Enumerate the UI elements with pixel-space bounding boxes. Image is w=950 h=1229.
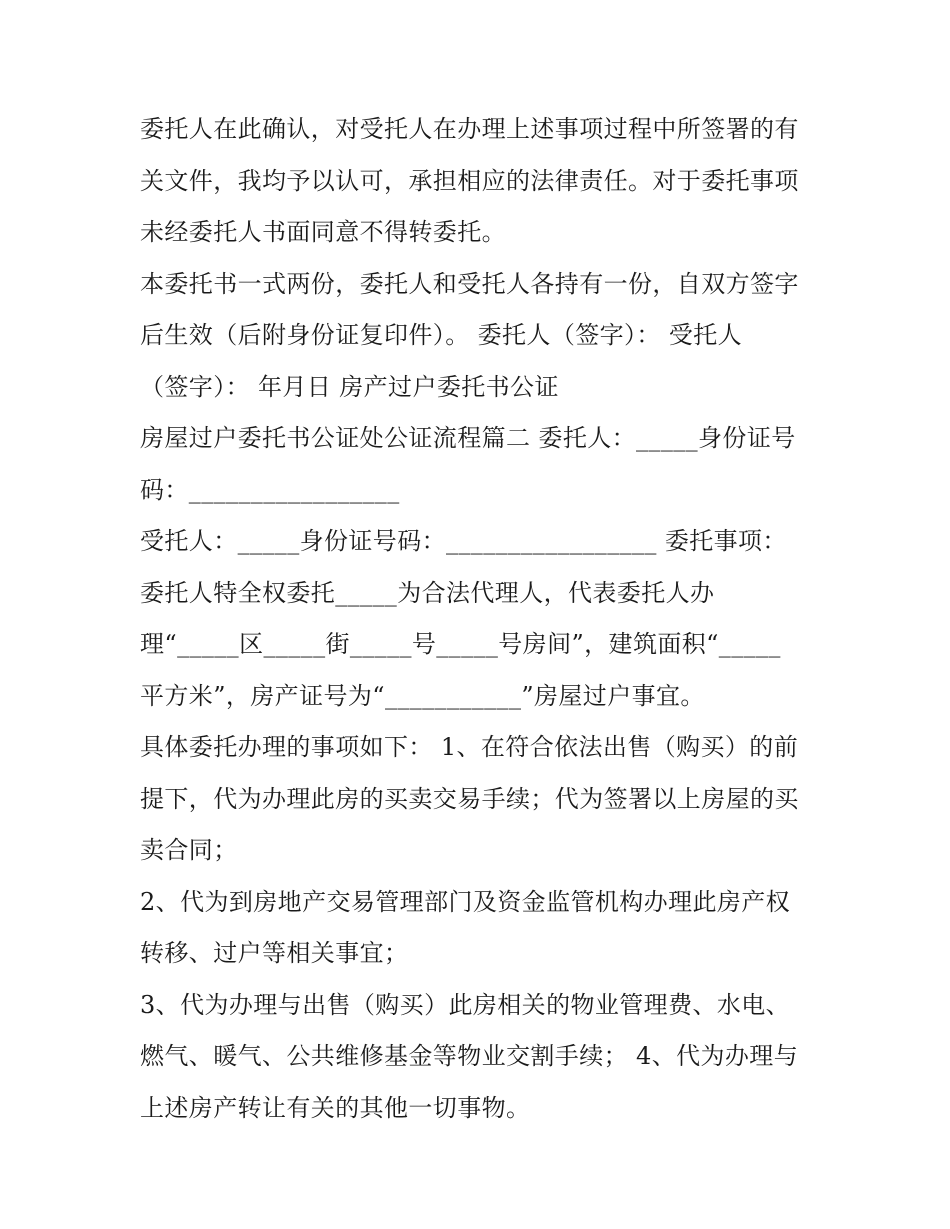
text-line: 码：_________________ bbox=[140, 475, 400, 504]
text-line: （签字）： 年月日 房产过户委托书公证 bbox=[140, 372, 559, 401]
text-line: 委托人特全权委托_____为合法代理人，代表委托人办 bbox=[140, 578, 715, 607]
text-line: 理“_____区_____街_____号_____号房间”，建筑面积“_____ bbox=[140, 630, 781, 658]
text-line: 未经委托人书面同意不得转委托。 bbox=[140, 218, 506, 246]
text-line: 卖合同； bbox=[140, 836, 238, 864]
text-line: 关文件，我均予以认可，承担相应的法律责任。对于委托事项 bbox=[140, 166, 799, 195]
text-line: 2、代为到房地产交易管理部门及资金监管机构办理此房产权 bbox=[140, 887, 791, 916]
text-line: 委托人在此确认，对受托人在办理上述事项过程中所签署的有 bbox=[140, 115, 799, 143]
text-line: 转移、过户等相关事宜； bbox=[140, 939, 409, 967]
text-line: 后生效（后附身份证复印件）。 委托人（签字）： 受托人 bbox=[140, 321, 743, 349]
document-body bbox=[140, 104, 830, 1134]
text-line: 燃气、暖气、公共维修基金等物业交割手续； 4、代为办理与 bbox=[140, 1042, 799, 1070]
text-line: 具体委托办理的事项如下： 1、在符合依法出售（购买）的前 bbox=[140, 733, 799, 761]
text-line: 平方米”，房产证号为“___________”房屋过户事宜。 bbox=[140, 681, 705, 710]
text-line: 本委托书一式两份，委托人和受托人各持有一份，自双方签字 bbox=[140, 269, 799, 298]
text-line: 受托人：_____身份证号码：_________________ 委托事项： bbox=[140, 527, 787, 555]
text-line: 房屋过户委托书公证处公证流程篇二 委托人：_____身份证号 bbox=[140, 424, 796, 452]
text-line: 3、代为办理与出售（购买）此房相关的物业管理费、水电、 bbox=[140, 990, 791, 1019]
text-line: 提下，代为办理此房的买卖交易手续；代为签署以上房屋的买 bbox=[140, 784, 799, 813]
text-line: 上述房产转让有关的其他一切事物。 bbox=[140, 1093, 531, 1122]
